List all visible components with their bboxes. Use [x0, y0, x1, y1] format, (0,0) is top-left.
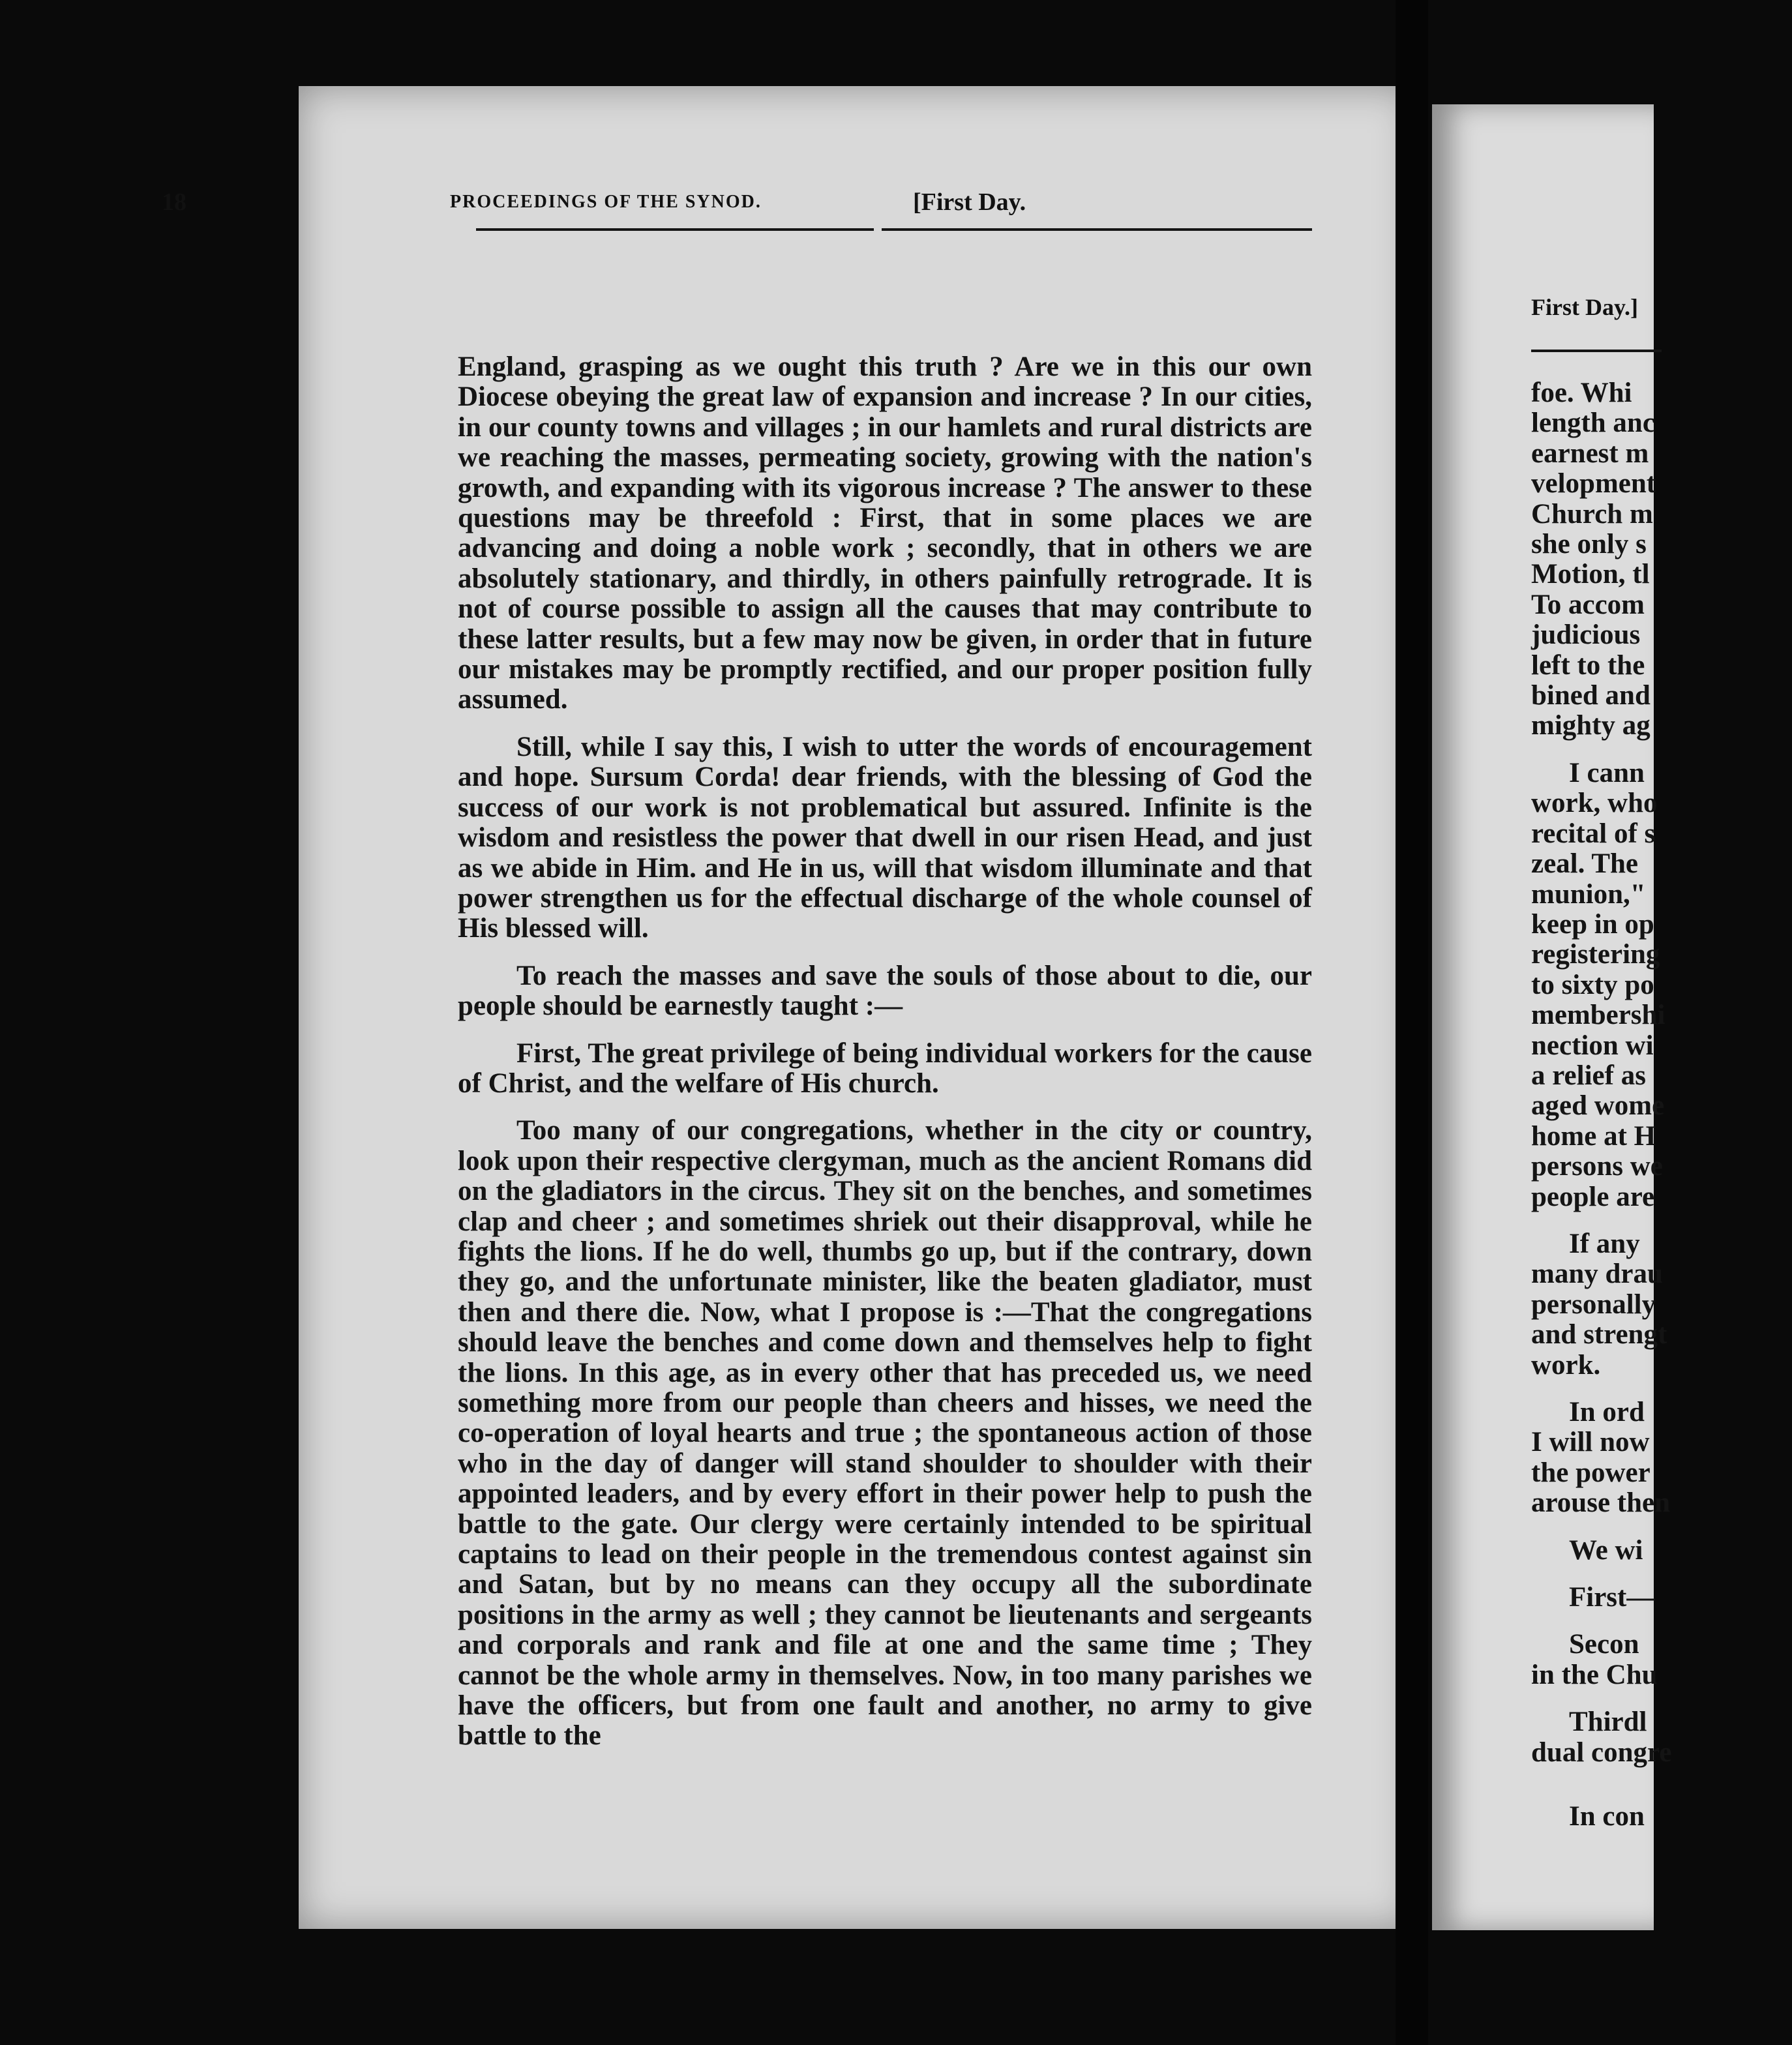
right-page-gap: [1531, 1212, 1792, 1229]
right-page-line: keep in op: [1531, 908, 1654, 940]
day-label: [First Day.: [913, 188, 1026, 216]
paragraph-5: Too many of our congregations, whether in the city or country, look upon their respective clergyman, much as the ancient Romans did on the gladiators in the circus. They sit on the benches, and sometimes clap and cheer ; and sometimes shriek out their disapproval, while he fights the lions. If he do well, thumbs go up, but if the contrary, down they go, and the unfortunate minister, like the beaten gladiator, must then and there die. Now, what I propose is :—That the congregations should leave the benches and come down and themselves help to fight the lions. In this age, as in every other that has preceded us, we need something more from our people than cheers and hisses, we need the co-operation of loyal hearts and true ; the spontaneous action of those who in the day of danger will stand shoulder to shoulder with their appointed leaders, and by every effort in their power help to push the battle to the gate. Our clergy were certainly intended to be spiritual captains to lead on their people in the tremendous contest against sin and Satan, but by no means can they occupy all the subordinate positions in the army as well ; they cannot be lieutenants and sergeants and corporals and rank and file at one and the same time ; They cannot be the whole army in themselves. Now, in too many parishes we have the officers, but from one fault and another, no army to give battle to the: [458, 1115, 1312, 1752]
right-page-text: [1531, 378, 1792, 1832]
right-page-line: a relief as: [1531, 1060, 1646, 1091]
body-text: [458, 352, 1312, 1769]
right-page-line: membershi: [1531, 1000, 1665, 1031]
right-page-line: zeal. The: [1531, 848, 1639, 880]
paragraph-3: To reach the masses and save the souls of those about to die, our people should be earnestly taught :—: [458, 960, 1312, 1022]
right-page-line: Motion, tl: [1531, 559, 1650, 590]
right-page-line: dual congre: [1531, 1737, 1672, 1768]
right-page-line: left to the: [1531, 649, 1645, 681]
page-header: [162, 187, 1317, 226]
right-page-line: people are: [1531, 1181, 1655, 1212]
right-page-line: judicious: [1531, 619, 1641, 651]
right-page-line: personally: [1531, 1289, 1656, 1320]
right-page-line: to sixty po: [1531, 969, 1654, 1000]
right-page-line: I will now: [1531, 1427, 1650, 1458]
right-page-line: velopment: [1531, 468, 1656, 500]
paragraph-4: First, The great privilege of being individual workers for the cause of Christ, and the welfare of His church.: [458, 1037, 1312, 1099]
header-rule-right: [882, 228, 1312, 231]
right-page-line: Secon: [1569, 1629, 1639, 1660]
right-page-line: First—: [1569, 1582, 1655, 1613]
right-page-line: the power: [1531, 1457, 1650, 1488]
right-page-line: mighty ag: [1531, 710, 1650, 741]
right-page-gap: [1531, 1381, 1792, 1397]
right-page-line: registering: [1531, 939, 1660, 970]
right-page-line: To accom: [1531, 589, 1645, 620]
right-page-line: In ord: [1569, 1397, 1645, 1427]
running-head: PROCEEDINGS OF THE SYNOD.: [450, 192, 762, 212]
right-page-line: recital of s: [1531, 818, 1656, 849]
right-page-gap: [1531, 1690, 1792, 1707]
right-page-gap: [1531, 741, 1792, 758]
right-page-line: home at H: [1531, 1120, 1656, 1152]
right-page-gap: [1531, 1566, 1792, 1583]
right-running-head: First Day.]: [1531, 294, 1638, 320]
right-page-line: aged wome: [1531, 1090, 1665, 1122]
book-gutter: [1396, 0, 1428, 2045]
right-header-rule: [1531, 350, 1662, 352]
right-page-gap: [1531, 1519, 1792, 1536]
header-rule-left: [476, 228, 874, 231]
right-page-line: Church m: [1531, 498, 1653, 530]
right-page-line: earnest m: [1531, 438, 1649, 469]
right-page-line: work.: [1531, 1349, 1601, 1381]
right-page-line: If any: [1569, 1228, 1640, 1259]
right-page-line: persons we: [1531, 1151, 1663, 1182]
right-page-gap: [1531, 1613, 1792, 1630]
paragraph-1: England, grasping as we ought this truth ? Are we in this our own Diocese obeying the great law of expansion and increase ? In our cities, in our county towns and villages ; in our hamlets and rural districts are we reaching the masses, permeating society, growing with the nation's growth, and expanding with its vigorous increase ? The answer to these questions may be threefold : First, that in some places we are advancing and doing a noble work ; secondly, that in others we are absolutely stationary, and thirdly, in others painfully retrograde. It is not of course possible to assign all the causes that may contribute to these latter results, but a few may now be given, in order that in future our mistakes may be promptly rectified, and our proper position fully assumed.: [458, 351, 1312, 715]
right-page-line: in the Chu: [1531, 1659, 1658, 1690]
right-page-gap: [1531, 1768, 1792, 1785]
right-page-line: bined and: [1531, 680, 1650, 711]
right-page-line: Thirdl: [1569, 1707, 1647, 1738]
right-page-line: she only s: [1531, 529, 1647, 560]
right-page-line: In con: [1569, 1801, 1645, 1832]
right-page: [1432, 104, 1672, 1930]
page-number: 18: [162, 188, 187, 216]
right-page-line: arouse then: [1531, 1487, 1671, 1519]
right-page-line: nection wi: [1531, 1030, 1654, 1061]
paragraph-2: Still, while I say this, I wish to utter the words of encouragement and hope. Sursum Corda! dear friends, with the blessing of God the success of our work is not problematical but assured. Infinite is the wisdom and resistless the power that dwell in our risen Head, and just as we abide in Him. and He in us, will that wisdom illuminate and that power strengthen us for the effectual discharge of the whole counsel of His blessed will.: [458, 731, 1312, 944]
right-page-line: We wi: [1569, 1534, 1643, 1566]
right-page-line: foe. Whi: [1531, 378, 1632, 408]
right-page-line: munion,": [1531, 878, 1646, 910]
right-page-line: and strengt: [1531, 1319, 1667, 1351]
right-page-line: I cann: [1569, 757, 1645, 788]
right-page-line: work, who: [1531, 788, 1658, 819]
right-page-gap: [1531, 1785, 1792, 1802]
right-page-line: length anc: [1531, 408, 1655, 439]
right-page-line: many drau: [1531, 1259, 1663, 1290]
